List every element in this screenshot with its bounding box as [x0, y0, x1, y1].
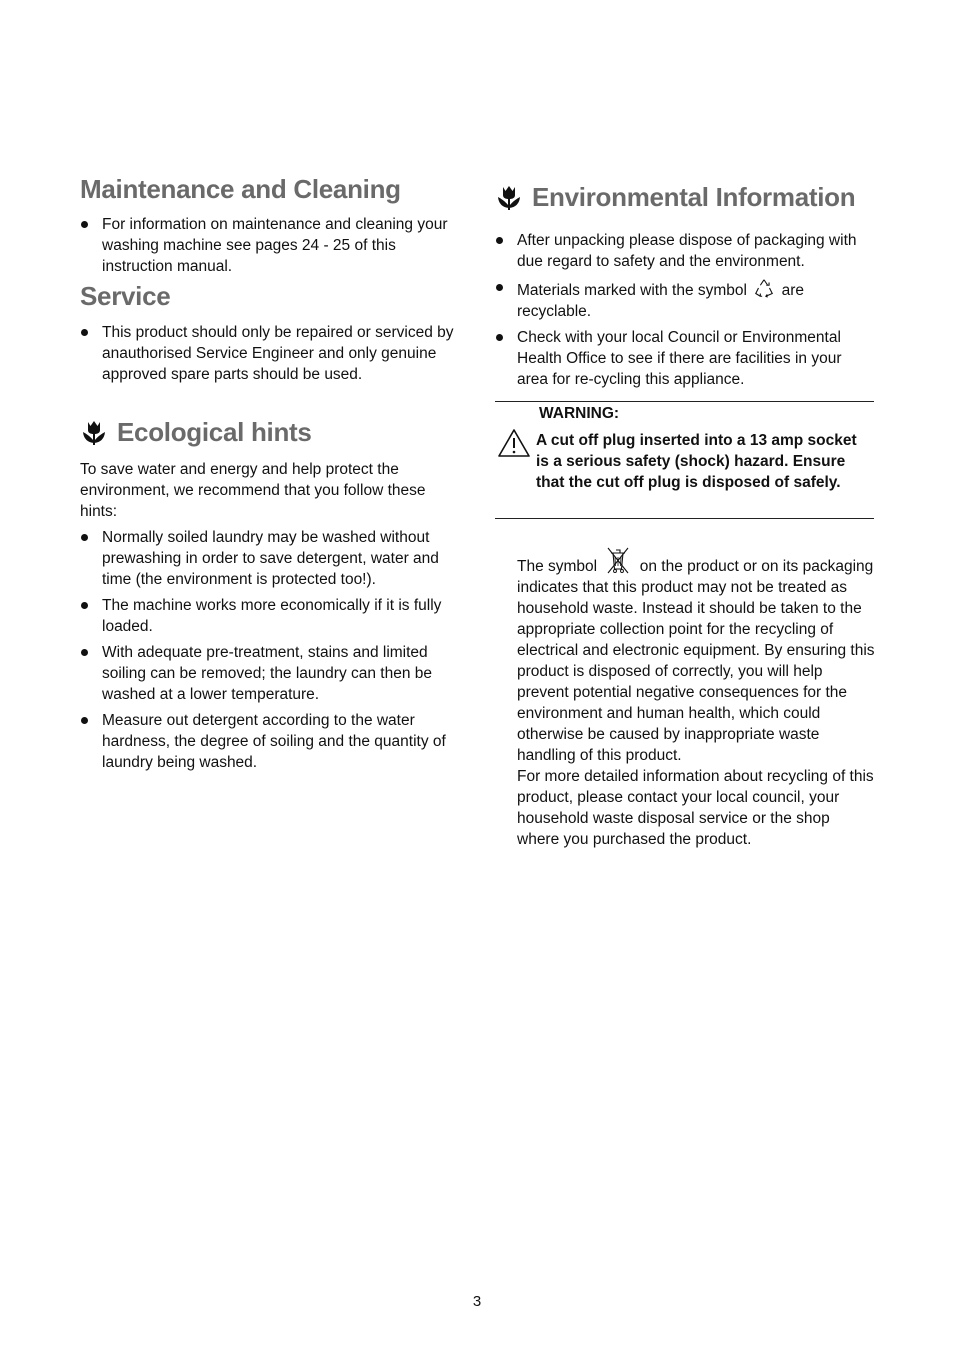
recycle-text-before: Materials marked with the symbol [517, 282, 747, 299]
ecological-intro: To save water and energy and help protect the environment, we recommend that you follow these hints: [80, 461, 426, 520]
maintenance-heading: Maintenance and Cleaning [80, 174, 401, 204]
weee-text-before: The symbol [517, 558, 598, 575]
list-item: After unpacking please dispose of packaging with due regard to safety and the environment. [495, 230, 865, 272]
recycle-icon [753, 277, 775, 299]
warning-text: A cut off plug inserted into a 13 amp socket is a serious safety (shock) hazard. Ensure that the cut off plug is disposed of safely. [536, 432, 857, 491]
warning-box [495, 401, 874, 519]
service-list [80, 322, 460, 390]
list-item: With adequate pre-treatment, stains and limited soiling can be removed; the laundry can then be washed at a lower temperature. [80, 642, 460, 705]
environmental-list [495, 230, 865, 395]
ecological-heading [80, 417, 312, 448]
maintenance-list [80, 214, 460, 282]
environmental-heading [495, 182, 855, 213]
weee-notice [517, 545, 875, 850]
ecological-title: Ecological hints [117, 417, 312, 447]
list-item: Check with your local Council or Environmental Health Office to see if there are facilities in your area for re-cycling this appliance. [495, 327, 865, 390]
warning-triangle-icon [497, 428, 531, 458]
tulip-icon [80, 419, 108, 447]
page-number: 3 [472, 1293, 482, 1310]
service-heading: Service [80, 281, 171, 311]
list-item: The machine works more economically if it is fully loaded. [80, 595, 460, 637]
crossed-bin-icon [605, 545, 631, 575]
recycle-text-after: are recyclable. [517, 282, 805, 320]
weee-more-info: For more detailed information about recycling of this product, please contact your local council, your household waste disposal service or the shop where you purchased the product. [517, 768, 874, 848]
warning-title: WARNING: [539, 405, 620, 422]
list-item: This product should only be repaired or serviced by anauthorised Service Engineer and only genuine approved spare parts should be used. [80, 322, 460, 385]
weee-text-after: on the product or on its packaging indicates that this product may not be treated as household waste. Instead it should be taken to the appropriate collection point for the recycling of electrical and electronic equipment. By ensuring this product is disposed of correctly, you will help prevent potential negative consequences for the environment and human health, which could otherwise be caused by inappropriate waste handling of this product. [517, 558, 875, 764]
environmental-title: Environmental Information [532, 182, 856, 212]
weee-paragraph [517, 545, 875, 766]
ecological-list [80, 527, 460, 778]
tulip-icon [495, 184, 523, 212]
list-item: Measure out detergent according to the water hardness, the degree of soiling and the quantity of laundry being washed. [80, 710, 460, 773]
list-item: For information on maintenance and cleaning your washing machine see pages 24 - 25 of this instruction manual. [80, 214, 460, 277]
list-item: Normally soiled laundry may be washed without prewashing in order to save detergent, water and time (the environment is protected too!). [80, 527, 460, 590]
list-item [495, 277, 865, 322]
